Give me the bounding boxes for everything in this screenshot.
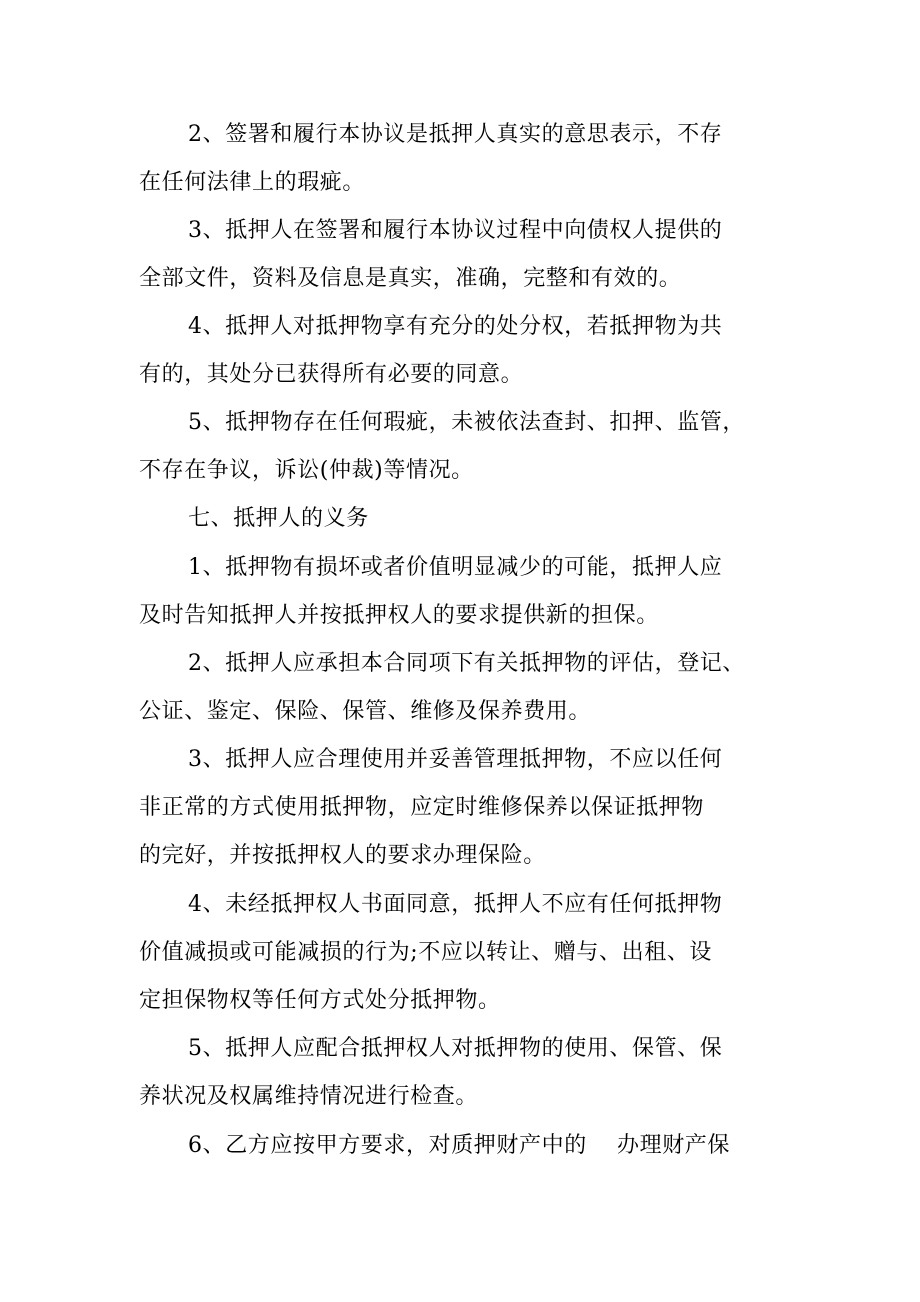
text-line: 2、抵押人应承担本合同项下有关抵押物的评估，登记、 xyxy=(188,651,745,676)
text-line: 5、抵押人应配合抵押权人对抵押物的使用、保管、保 xyxy=(188,1036,723,1061)
text-line: 非正常的方式使用抵押物，应定时维修保养以保证抵押物 xyxy=(139,795,705,820)
text-line: 养状况及权属维持情况进行检查。 xyxy=(139,1084,479,1109)
section-heading: 七、抵押人的义务 xyxy=(188,506,369,531)
text-line: 6、乙方应按甲方要求，对质押财产中的 办理财产保 xyxy=(188,1133,730,1158)
text-line: 公证、鉴定、保险、保管、维修及保养费用。 xyxy=(139,699,592,724)
text-line: 定担保物权等任何方式处分抵押物。 xyxy=(139,988,501,1013)
text-line: 价值减损或可能减损的行为;不应以转让、赠与、出租、设 xyxy=(139,940,713,965)
text-line: 在任何法律上的瑕疵。 xyxy=(139,170,366,195)
text-line: 有的，其处分已获得所有必要的同意。 xyxy=(139,362,524,387)
text-line: 5、抵押物存在任何瑕疵，未被依法查封、扣押、监管， xyxy=(188,410,745,435)
text-line: 4、抵押人对抵押物享有充分的处分权，若抵押物为共 xyxy=(188,314,723,339)
text-line: 4、未经抵押权人书面同意，抵押人不应有任何抵押物 xyxy=(188,892,723,917)
text-line: 3、抵押人应合理使用并妥善管理抵押物，不应以任何 xyxy=(188,747,723,772)
text-line: 2、签署和履行本协议是抵押人真实的意思表示，不存 xyxy=(188,122,723,147)
text-line: 不存在争议，诉讼(仲裁)等情况。 xyxy=(139,458,474,483)
text-line: 1、抵押物有损坏或者价值明显减少的可能，抵押人应 xyxy=(188,555,723,580)
text-line: 3、抵押人在签署和履行本协议过程中向债权人提供的 xyxy=(188,218,723,243)
text-line: 的完好，并按抵押权人的要求办理保险。 xyxy=(139,843,546,868)
text-line: 及时告知抵押人并按抵押权人的要求提供新的担保。 xyxy=(139,603,659,628)
text-line: 全部文件，资料及信息是真实，准确，完整和有效的。 xyxy=(139,266,682,291)
